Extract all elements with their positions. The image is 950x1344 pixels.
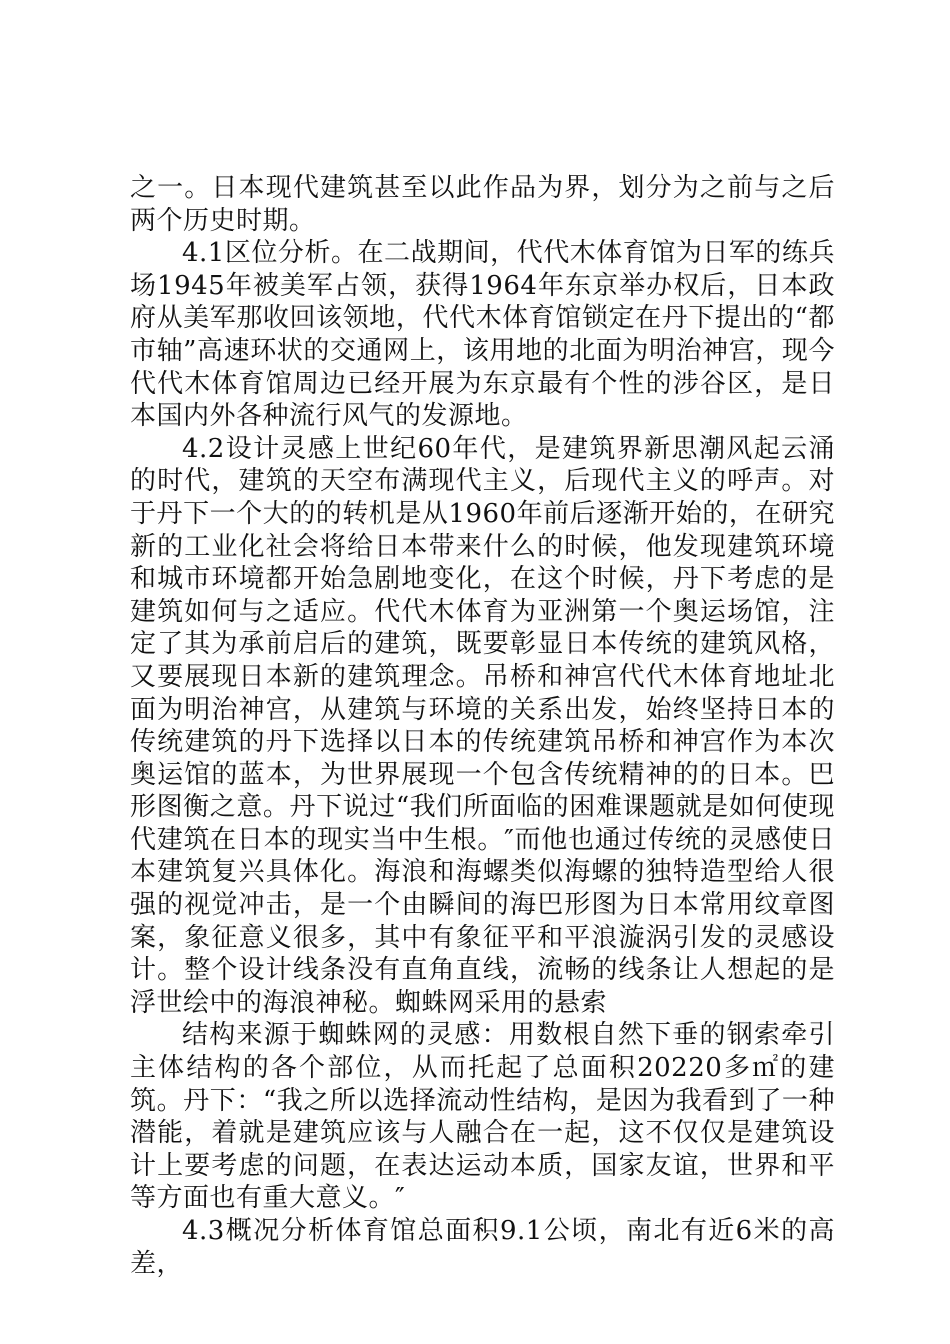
paragraph-design-inspiration: 4.2设计灵感上世纪60年代，是建筑界新思潮风起云涌的时代，建筑的天空布满现代主义，后现代主义的呼声。对于丹下一个大的的转机是从1960年前后逐渐开始的，在研究新的工业化社会将给日本带来什么的时候，他发现建筑环境和城市环境都开始急剧地变化，在这个时候，丹下考虑的是建筑如何与之适应。代代木体育为亚洲第一个奥运场馆，注定了其为承前启后的建筑，既要彰显日本传统的建筑风格，又要展现日本新的建筑理念。吊桥和神宫代代木体育地址北面为明治神宫，从建筑与环境的关系出发，始终坚持日本的传统建筑的丹下选择以日本的传统建筑吊桥和神宫作为本次奥运馆的蓝本，为世界展现一个包含传统精神的的日本。巴形图衡之意。丹下说过“我们所面临的困难课题就是如何使现代建筑在日本的现实当中生根。″而他也通过传统的灵感使日本建筑复兴具体化。海浪和海螺类似海螺的独特造型给人很强的视觉冲击，是一个由瞬间的海巴形图为日本常用纹章图案，象征意义很多，其中有象征平和平浪漩涡引发的灵感设计。整个设计线条没有直角直线，流畅的线条让人想起的是浮世绘中的海浪神秘。蜘蛛网采用的悬索 [130,433,835,1018]
paragraph-location-analysis: 4.1区位分析。在二战期间，代代木体育馆为日军的练兵场1945年被美军占领，获得1964年东京举办权后，日本政府从美军那收回该领地，代代木体育馆锁定在丹下提出的“都市轴”高速环状的交通网上，该用地的北面为明治神宫，现今代代木体育馆周边已经开展为东京最有个性的涉谷区，是日本国内外各种流行风气的发源地。 [130,238,835,432]
paragraph-overview-analysis: 4.3概况分析体育馆总面积9.1公顷，南北有近6米的高差， [130,1216,835,1279]
paragraph-continuation: 之一。日本现代建筑甚至以此作品为界，划分为之前与之后两个历史时期。 [130,173,835,236]
document-body [130,172,835,1280]
paragraph-structure-source: 结构来源于蜘蛛网的灵感：用数根自然下垂的钢索牵引主体结构的各个部位，从而托起了总面积20220多㎡的建筑。丹下：“我之所以选择流动性结构，是因为我看到了一种潜能，着就是建筑应该与人融合在一起，这不仅仅是建筑设计上要考虑的问题，在表达运动本质，国家友谊，世界和平等方面也有重大意义。″ [130,1020,835,1214]
